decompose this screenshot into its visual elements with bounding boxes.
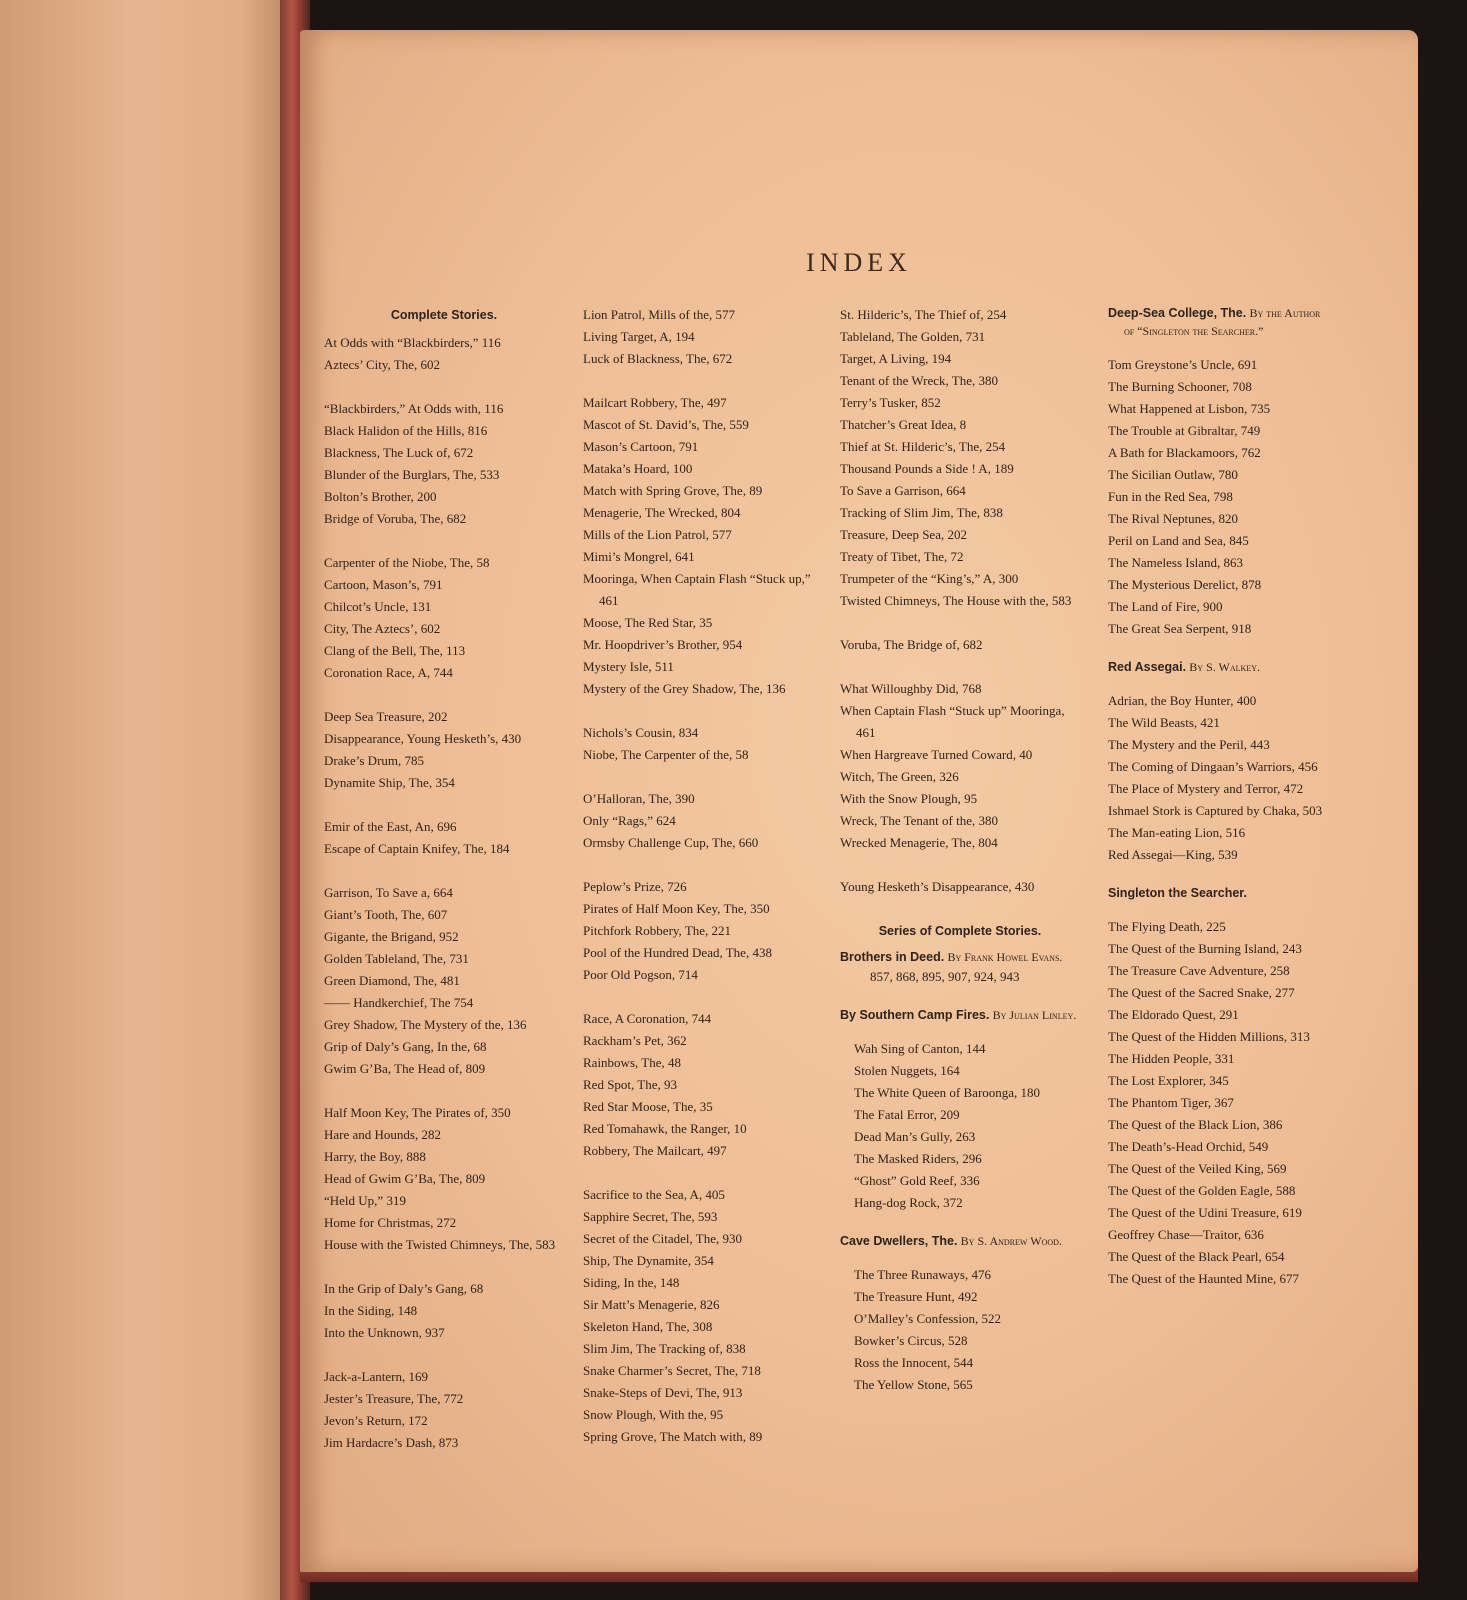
index-entry: Mataka’s Hoard, 100: [583, 461, 693, 476]
index-entry: Bridge of Voruba, The, 682: [324, 511, 467, 526]
series-title: Deep-Sea College, The.: [1108, 306, 1247, 320]
spacer: [840, 898, 1080, 920]
group-gap: [840, 854, 1080, 876]
series-item: The Wild Beasts, 421: [1108, 715, 1220, 730]
index-entry: Thatcher’s Great Idea, 8: [840, 417, 967, 432]
series-block: [1094, 304, 1332, 340]
index-entry: Wreck, The Tenant of the, 380: [840, 813, 999, 828]
series-items: [1094, 354, 1332, 640]
index-entry: Thousand Pounds a Side ! A, 189: [840, 461, 1014, 476]
series-item: The Quest of the Udini Treasure, 619: [1108, 1205, 1302, 1220]
series-title: Brothers in Deed.: [840, 950, 945, 964]
index-entry: “Held Up,” 319: [324, 1193, 406, 1208]
index-entry: Match with Spring Grove, The, 89: [583, 483, 763, 498]
series-item: The Rival Neptunes, 820: [1108, 511, 1238, 526]
group-gap: [840, 656, 1080, 678]
index-entry: Blunder of the Burglars, The, 533: [324, 467, 500, 482]
index-entry: Giant’s Tooth, The, 607: [324, 907, 448, 922]
index-entry: Nichols’s Cousin, 834: [583, 725, 699, 740]
series-item: The Quest of the Hidden Millions, 313: [1108, 1029, 1310, 1044]
series-item: The Quest of the Black Pearl, 654: [1108, 1249, 1285, 1264]
series-block: [840, 1232, 1080, 1250]
index-entry: Sir Matt’s Menagerie, 826: [583, 1297, 720, 1312]
index-entry: Mailcart Robbery, The, 497: [583, 395, 727, 410]
index-entry: Trumpeter of the “King’s,” A, 300: [840, 571, 1019, 586]
series-items: [1094, 690, 1332, 866]
index-entry: Mascot of St. David’s, The, 559: [583, 417, 749, 432]
series-item: The Lost Explorer, 345: [1108, 1073, 1229, 1088]
series-title-line: [1108, 658, 1332, 676]
index-entry: Target, A Living, 194: [840, 351, 952, 366]
series-item: The Quest of the Black Lion, 386: [1108, 1117, 1283, 1132]
group-gap: [324, 530, 564, 552]
index-entry: Young Hesketh’s Disappearance, 430: [840, 879, 1035, 894]
series-item: The Three Runaways, 476: [854, 1267, 991, 1282]
index-entry: Harry, the Boy, 888: [324, 1149, 426, 1164]
index-entry: Snake-Steps of Devi, The, 913: [583, 1385, 743, 1400]
index-entry: Emir of the East, An, 696: [324, 819, 457, 834]
column-1: [324, 304, 564, 1454]
index-entry: Escape of Captain Knifey, The, 184: [324, 841, 510, 856]
group-gap: [324, 1080, 564, 1102]
group-gap: [840, 612, 1080, 634]
group-gap: [583, 986, 823, 1008]
series-title-line: [1108, 884, 1332, 902]
series-item: Hang-dog Rock, 372: [854, 1195, 963, 1210]
group-gap: [583, 1162, 823, 1184]
index-entry: Thief at St. Hilderic’s, The, 254: [840, 439, 1006, 454]
index-entry: Twisted Chimneys, The House with the, 583: [840, 593, 1072, 608]
index-entry: Chilcot’s Uncle, 131: [324, 599, 432, 614]
series-title-line: [840, 1006, 1080, 1024]
series-author: By Julian Linley.: [992, 1008, 1077, 1022]
index-entry: Gigante, the Brigand, 952: [324, 929, 459, 944]
series-item: Dead Man’s Gully, 263: [854, 1129, 976, 1144]
index-entry: When Hargreave Turned Coward, 40: [840, 747, 1033, 762]
index-entry: Jack-a-Lantern, 169: [324, 1369, 428, 1384]
column-4: [1094, 304, 1332, 1308]
series-item: The Fatal Error, 209: [854, 1107, 960, 1122]
index-entry: Tracking of Slim Jim, The, 838: [840, 505, 1003, 520]
index-entry: Pirates of Half Moon Key, The, 350: [583, 901, 770, 916]
series-author: By the Author of “Singleton the Searcher.”: [1124, 306, 1321, 338]
index-entry: Rainbows, The, 48: [583, 1055, 681, 1070]
series-item: The Burning Schooner, 708: [1108, 379, 1252, 394]
index-entry: With the Snow Plough, 95: [840, 791, 978, 806]
index-entry: Slim Jim, The Tracking of, 838: [583, 1341, 746, 1356]
index-entry: Gwim G’Ba, The Head of, 809: [324, 1061, 486, 1076]
index-entry: Cartoon, Mason’s, 791: [324, 577, 443, 592]
group-gap: [583, 700, 823, 722]
series-title-line: [840, 1232, 1080, 1250]
series-item: Bowker’s Circus, 528: [854, 1333, 968, 1348]
index-entry: Pitchfork Robbery, The, 221: [583, 923, 732, 938]
index-entry: Coronation Race, A, 744: [324, 665, 453, 680]
series-author: By S. Walkey.: [1189, 660, 1260, 674]
entry-list: [324, 332, 564, 1454]
series-title-line: [840, 948, 1080, 966]
series-item: The Place of Mystery and Terror, 472: [1108, 781, 1304, 796]
page-title: INDEX: [806, 248, 912, 277]
index-entry: St. Hilderic’s, The Thief of, 254: [840, 307, 1007, 322]
index-entry: Mills of the Lion Patrol, 577: [583, 527, 732, 542]
index-entry: Voruba, The Bridge of, 682: [840, 637, 983, 652]
series-title: Cave Dwellers, The.: [840, 1234, 958, 1248]
series-item: Ross the Innocent, 544: [854, 1355, 974, 1370]
index-entry: Treaty of Tibet, The, 72: [840, 549, 964, 564]
index-entry: Red Star Moose, The, 35: [583, 1099, 713, 1114]
index-page: [300, 30, 1418, 1572]
index-entry: In the Grip of Daly’s Gang, 68: [324, 1281, 484, 1296]
index-entry: Pool of the Hundred Dead, The, 438: [583, 945, 772, 960]
series-item: The Flying Death, 225: [1108, 919, 1226, 934]
series-items: [840, 1264, 1080, 1396]
index-entry: Green Diamond, The, 481: [324, 973, 460, 988]
group-gap: [324, 860, 564, 882]
index-entry: Golden Tableland, The, 731: [324, 951, 469, 966]
series-item: The Coming of Dingaan’s Warriors, 456: [1108, 759, 1318, 774]
index-entry: Mr. Hoopdriver’s Brother, 954: [583, 637, 743, 652]
index-entry: Menagerie, The Wrecked, 804: [583, 505, 741, 520]
series-author: By S. Andrew Wood.: [960, 1234, 1062, 1248]
series-items: [840, 1038, 1080, 1214]
index-entry: Jevon’s Return, 172: [324, 1413, 428, 1428]
index-entry: Luck of Blackness, The, 672: [583, 351, 733, 366]
index-entry: Into the Unknown, 937: [324, 1325, 445, 1340]
index-entry: Head of Gwim G’Ba, The, 809: [324, 1171, 486, 1186]
series-block: [840, 1006, 1080, 1024]
series-item: Peril on Land and Sea, 845: [1108, 533, 1249, 548]
series-item: Tom Greystone’s Uncle, 691: [1108, 357, 1258, 372]
index-entry: Race, A Coronation, 744: [583, 1011, 712, 1026]
index-entry: “Blackbirders,” At Odds with, 116: [324, 401, 504, 416]
left-page: [0, 0, 300, 1600]
group-gap: [583, 370, 823, 392]
index-entry: Skeleton Hand, The, 308: [583, 1319, 713, 1334]
series-item: The Phantom Tiger, 367: [1108, 1095, 1234, 1110]
series-item: The Nameless Island, 863: [1108, 555, 1244, 570]
index-entry: Jester’s Treasure, The, 772: [324, 1391, 464, 1406]
series-block: [1094, 658, 1332, 676]
index-entry: Only “Rags,” 624: [583, 813, 676, 828]
series-item: Geoffrey Chase—Traitor, 636: [1108, 1227, 1264, 1242]
series-item: O’Malley’s Confession, 522: [854, 1311, 1001, 1326]
index-entry: Moose, The Red Star, 35: [583, 615, 713, 630]
series-item: The Treasure Hunt, 492: [854, 1289, 978, 1304]
index-entry: City, The Aztecs’, 602: [324, 621, 441, 636]
index-entry: Dynamite Ship, The, 354: [324, 775, 455, 790]
series-item: The Man-eating Lion, 516: [1108, 825, 1246, 840]
series-item: The Quest of the Veiled King, 569: [1108, 1161, 1287, 1176]
index-entry: Terry’s Tusker, 852: [840, 395, 941, 410]
index-entry: Black Halidon of the Hills, 816: [324, 423, 488, 438]
series-title-line: [1108, 304, 1332, 340]
series-title: By Southern Camp Fires.: [840, 1008, 990, 1022]
series-item: The Great Sea Serpent, 918: [1108, 621, 1252, 636]
index-entry: Jim Hardacre’s Dash, 873: [324, 1435, 459, 1450]
entry-list: [840, 304, 1080, 898]
series-items: [1094, 916, 1332, 1290]
series-item: The Land of Fire, 900: [1108, 599, 1223, 614]
index-entry: Mystery Isle, 511: [583, 659, 674, 674]
index-entry: Living Target, A, 194: [583, 329, 695, 344]
index-entry: Mooringa, When Captain Flash “Stuck up,” 461: [583, 571, 811, 608]
series-item: The Death’s-Head Orchid, 549: [1108, 1139, 1269, 1154]
index-entry: Rackham’s Pet, 362: [583, 1033, 687, 1048]
index-entry: Spring Grove, The Match with, 89: [583, 1429, 763, 1444]
index-entry: Grip of Daly’s Gang, In the, 68: [324, 1039, 487, 1054]
index-entry: Blackness, The Luck of, 672: [324, 445, 474, 460]
series-title: Red Assegai.: [1108, 660, 1187, 674]
group-gap: [324, 684, 564, 706]
series-author: By Frank Howel Evans.: [947, 950, 1063, 964]
index-entry: Witch, The Green, 326: [840, 769, 959, 784]
index-entry: To Save a Garrison, 664: [840, 483, 966, 498]
series-item: The Quest of the Burning Island, 243: [1108, 941, 1302, 956]
column-2: [583, 304, 823, 1448]
index-entry: Deep Sea Treasure, 202: [324, 709, 448, 724]
index-entry: Peplow’s Prize, 726: [583, 879, 687, 894]
index-entry: Snow Plough, With the, 95: [583, 1407, 724, 1422]
series-item: A Bath for Blackamoors, 762: [1108, 445, 1261, 460]
series-item: Wah Sing of Canton, 144: [854, 1041, 986, 1056]
index-entry: Tableland, The Golden, 731: [840, 329, 986, 344]
index-entry: At Odds with “Blackbirders,” 116: [324, 335, 501, 350]
series-item: The Sicilian Outlaw, 780: [1108, 467, 1238, 482]
index-entry: Red Tomahawk, the Ranger, 10: [583, 1121, 747, 1136]
series-item: The Mystery and the Peril, 443: [1108, 737, 1270, 752]
index-entry: Siding, In the, 148: [583, 1275, 680, 1290]
index-entry: Grey Shadow, The Mystery of the, 136: [324, 1017, 527, 1032]
series-item: The Trouble at Gibraltar, 749: [1108, 423, 1261, 438]
index-entry: Secret of the Citadel, The, 930: [583, 1231, 742, 1246]
index-entry: Ormsby Challenge Cup, The, 660: [583, 835, 759, 850]
index-entry: Mimi’s Mongrel, 641: [583, 549, 695, 564]
series-item: Fun in the Red Sea, 798: [1108, 489, 1233, 504]
series-block: [1094, 884, 1332, 902]
series-heading: Series of Complete Stories.: [878, 924, 1042, 938]
group-gap: [324, 1256, 564, 1278]
index-entry: O’Halloran, The, 390: [583, 791, 695, 806]
index-entry: Wrecked Menagerie, The, 804: [840, 835, 998, 850]
index-entry: When Captain Flash “Stuck up” Mooringa, 461: [840, 703, 1065, 740]
series-list: [1094, 304, 1332, 1290]
index-entry: House with the Twisted Chimneys, The, 583: [324, 1237, 556, 1252]
index-entry: Ship, The Dynamite, 354: [583, 1253, 714, 1268]
index-entry: Mystery of the Grey Shadow, The, 136: [583, 681, 786, 696]
index-entry: Sacrifice to the Sea, A, 405: [583, 1187, 725, 1202]
index-entry: Drake’s Drum, 785: [324, 753, 425, 768]
index-entry: Red Spot, The, 93: [583, 1077, 678, 1092]
index-entry: Sapphire Secret, The, 593: [583, 1209, 718, 1224]
series-item: The Quest of the Golden Eagle, 588: [1108, 1183, 1296, 1198]
group-gap: [324, 794, 564, 816]
index-entry: Bolton’s Brother, 200: [324, 489, 437, 504]
index-entry: What Willoughby Did, 768: [840, 681, 982, 696]
series-item: “Ghost” Gold Reef, 336: [854, 1173, 980, 1188]
series-title: Singleton the Searcher.: [1108, 886, 1247, 900]
series-item: The Masked Riders, 296: [854, 1151, 982, 1166]
index-entry: Disappearance, Young Hesketh’s, 430: [324, 731, 522, 746]
series-item: What Happened at Lisbon, 735: [1108, 401, 1271, 416]
group-gap: [583, 854, 823, 876]
series-item: The Quest of the Haunted Mine, 677: [1108, 1271, 1299, 1286]
index-entry: —— Handkerchief, The 754: [324, 995, 474, 1010]
index-entry: Carpenter of the Niobe, The, 58: [324, 555, 490, 570]
series-item: Stolen Nuggets, 164: [854, 1063, 960, 1078]
index-entry: Treasure, Deep Sea, 202: [840, 527, 967, 542]
index-entry: Tenant of the Wreck, The, 380: [840, 373, 999, 388]
index-entry: Home for Christmas, 272: [324, 1215, 457, 1230]
index-entry: In the Siding, 148: [324, 1303, 418, 1318]
index-entry: Clang of the Bell, The, 113: [324, 643, 466, 658]
index-entry: Niobe, The Carpenter of the, 58: [583, 747, 749, 762]
series-block: [840, 948, 1080, 988]
series-item: The Eldorado Quest, 291: [1108, 1007, 1239, 1022]
column-3: [840, 304, 1080, 1414]
series-item: Ishmael Stork is Captured by Chaka, 503: [1108, 803, 1323, 818]
group-gap: [583, 766, 823, 788]
group-gap: [324, 376, 564, 398]
index-entry: Garrison, To Save a, 664: [324, 885, 453, 900]
series-item: The Quest of the Sacred Snake, 277: [1108, 985, 1295, 1000]
series-item: The White Queen of Baroonga, 180: [854, 1085, 1041, 1100]
series-item: The Mysterious Derelict, 878: [1108, 577, 1262, 592]
group-gap: [324, 1344, 564, 1366]
index-entry: Snake Charmer’s Secret, The, 718: [583, 1363, 761, 1378]
series-page-numbers: 857, 868, 895, 907, 924, 943: [870, 969, 1020, 984]
series-item: The Yellow Stone, 565: [854, 1377, 973, 1392]
series-item: The Hidden People, 331: [1108, 1051, 1235, 1066]
index-entry: Half Moon Key, The Pirates of, 350: [324, 1105, 511, 1120]
index-entry: Mason’s Cartoon, 791: [583, 439, 699, 454]
series-item: Red Assegai—King, 539: [1108, 847, 1238, 862]
index-entry: Robbery, The Mailcart, 497: [583, 1143, 727, 1158]
series-list: [840, 948, 1080, 1396]
entry-list: [583, 304, 823, 1448]
index-entry: Lion Patrol, Mills of the, 577: [583, 307, 736, 322]
series-item: Adrian, the Boy Hunter, 400: [1108, 693, 1257, 708]
section-heading: Complete Stories.: [390, 308, 498, 322]
index-entry: Hare and Hounds, 282: [324, 1127, 441, 1142]
index-entry: Poor Old Pogson, 714: [583, 967, 698, 982]
series-item: The Treasure Cave Adventure, 258: [1108, 963, 1290, 978]
index-entry: Aztecs’ City, The, 602: [324, 357, 441, 372]
